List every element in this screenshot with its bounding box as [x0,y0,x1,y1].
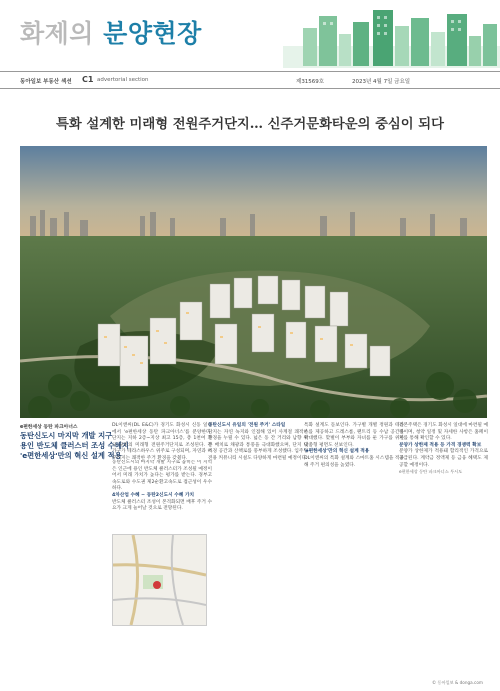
column-paragraph: 단지는 자연 녹지와 인접해 있어 사계절 쾌적한 환경을 누릴 수 있다. 넓은 동 간 거리와 남향 위주 배치로 채광과 통풍을 극대화했으며, 단지 내 조경 공간과 산책로를 풍부하게 조성했다. 입주민 전용 커뮤니티 시설도 다양하게 마련될 예정이다. [208,429,308,461]
page-footer: © 동아일보 & donga.com [432,680,483,685]
article-column-3 [304,423,404,469]
masthead-rule-bottom [0,88,500,89]
masthead-title-part2: 분양현장 [103,19,202,48]
column-subheading: 동탄신도시 유일의 '전원 주거' 스타일 [208,423,286,428]
article-eyebrow: e편한세상 동탄 파크아너스 [20,425,78,430]
location-marker-icon [153,581,161,589]
issue-number: 제31569호 [296,79,325,85]
aerial-rendering-image [20,146,487,418]
subhead-line-2: 용인 반도체 클러스터 조성 수혜지 [20,441,129,450]
subhead-line-3: 'e편한세상'만의 혁신 설계 적용 [20,451,122,460]
location-map [112,534,207,626]
column-paragraph: 반도체 클러스터 조성이 본격화되면 배후 주거 수요가 크게 늘어날 것으로 전망된다. [112,499,212,512]
page-headline: 특화 설계한 미래형 전원주거단지… 신주거문화타운의 중심이 되다 [56,117,444,132]
column-paragraph: 견본주택은 경기도 화성시 일대에 마련될 예정이며, 청약 일정 및 자세한 사항은 홈페이지를 통해 확인할 수 있다. [399,423,488,442]
masthead-rule-top [0,71,500,72]
column-paragraph: 동탄신도시의 마지막 개발 지구로 꼽히는 이 지역은 인근에 용인 반도체 클러스터가 조성될 예정이어서 미래 가치가 높다는 평가를 받는다. 경부고속도로와 수도권 제2순환고속도로 접근성이 우수하다. [112,460,212,492]
column-paragraph: DL이앤씨의 특화 설계와 스마트홈 시스템을 적용해 주거 편의성을 높였다. [304,455,404,468]
section-number: C1 [82,75,94,84]
column-subheading: 'e편한세상'만의 혁신 설계 적용 [304,449,370,455]
column-paragraph: 특화 설계도 돋보인다. 가구별 개별 정원과 테라스를 제공하고 드레스룸, 팬트리 등 수납 공간을 확대했다. 맞벌이 부부와 자녀를 둔 가구를 위한 맞춤형 평면도 선보인다. [304,423,404,448]
advertorial-label: advertorial section [97,77,149,83]
masthead-title-part1: 화제의 [20,19,94,48]
column-paragraph: DL이앤씨(DL E&C)가 경기도 화성시 신동 일대에서 'e편한세상 동탄 파크아너스'를 분양한다. 단지는 지하 2층~지상 최고 15층, 총 1천여 가구 규모의 미래형 전원주거단지로 조성된다. 전 가구가 테라스하우스 위주로 구성되며, 자연과 어우러지는 쾌적한 주거 환경을 갖췄다. [112,423,212,461]
masthead-info-strip [0,73,500,88]
column-paragraph: 분양가 상한제가 적용돼 합리적인 가격으로 공급된다. 계약금 정액제 등 금융 혜택도 제공할 예정이다. [399,449,488,468]
masthead-title [20,14,202,50]
issue-date: 2023년 4월 7일 금요일 [352,79,411,85]
column-subheading: 4차산업 수혜 ~ 동탄2신도시 수혜 가치 [112,492,195,498]
article-column-1 [112,423,212,463]
skyline-illustration [283,6,500,68]
subhead-line-1: 동탄신도시 마지막 개발 지구 [20,431,113,440]
article-column-1b [112,460,212,530]
column-subheading: 분양가 상한제 적용 등 가격 경쟁력 확보 [399,442,482,448]
article-column-4 [399,423,488,476]
article-subhead [20,431,129,461]
paper-name: 동아일보 부동산 섹션 [20,79,72,85]
article-column-2 [208,423,308,463]
image-caption: e편한세상 동탄 파크아너스 투시도 [399,469,463,475]
